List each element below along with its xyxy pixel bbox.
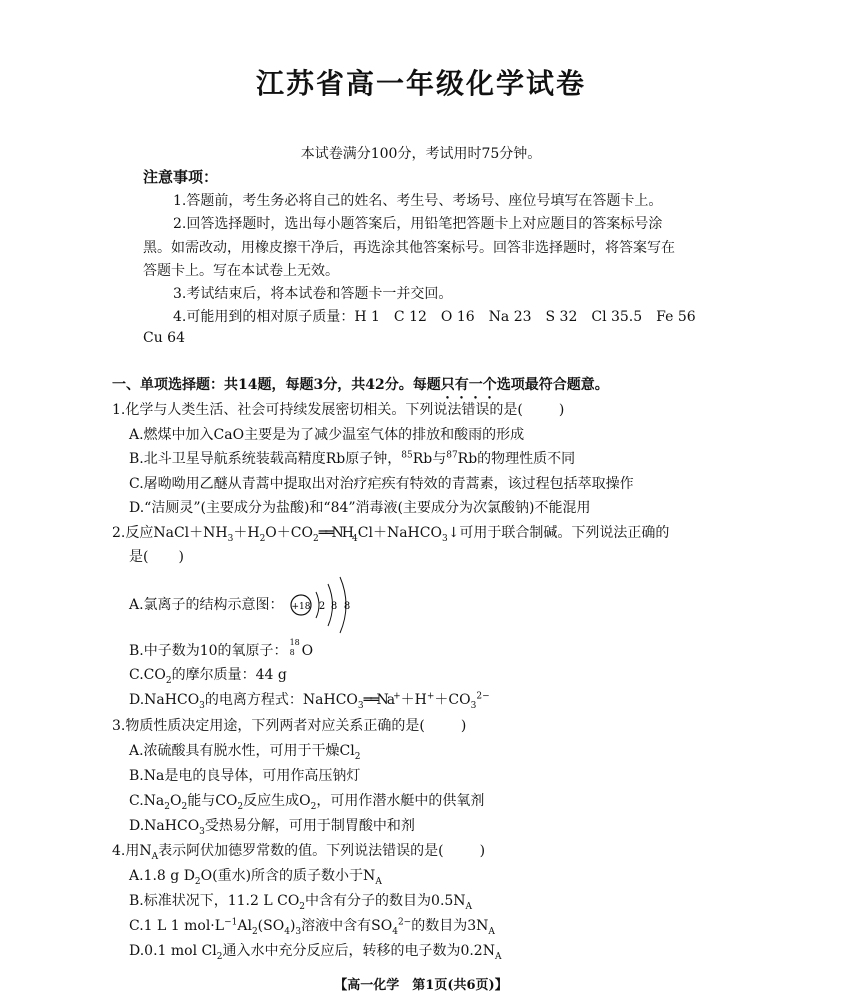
q2-c-sub: 2: [165, 675, 172, 686]
q3-d-sub: 3: [199, 826, 205, 837]
notes-item-4: 4.可能用到的相对原子质量：H 1 C 12 O 16 Na 23 S 32 Cl 35.5 Fe 56: [173, 309, 696, 325]
q2-stem2-close: ): [178, 549, 184, 565]
q4-a-sub-na: A: [375, 876, 382, 887]
q3-option-c: [129, 790, 484, 812]
page-title: 江苏省高一年级化学试卷: [255, 67, 586, 100]
section-heading-suffix: 选项最符合题意。: [496, 377, 609, 393]
isotope-mass: 18: [289, 638, 300, 647]
section-heading: [112, 374, 609, 402]
isotope-element: O: [301, 643, 314, 659]
chloride-ion-structure-diagram: [286, 574, 358, 636]
q2-sub-hco3: 3: [441, 533, 448, 544]
q3-option-b: B.Na是电的良导体，可用作高压钠灯: [129, 768, 361, 784]
q4-d-sub-na: A: [494, 951, 502, 962]
q3-c-sub3: 2: [237, 801, 244, 812]
q4-c-charge: 2−: [397, 917, 412, 928]
q1-option-b: [129, 448, 575, 468]
q2-option-c: [129, 664, 287, 686]
q4-stem-post: 表示阿伏加德罗常数的值。下列说法错误的是(: [158, 843, 444, 859]
q4-option-b: [129, 890, 472, 912]
q2-sub-nh4: 4: [352, 533, 358, 544]
q3-option-a: [129, 740, 360, 762]
section-heading-emphasis: 只有一个: [440, 377, 497, 393]
q2-d-na-charge: +: [393, 691, 401, 702]
q2-sub-h2o: 2: [259, 533, 266, 544]
q2-stem-a: 2.反应NaCl＋NH: [112, 525, 228, 541]
shell-2-electrons: 8: [330, 601, 338, 612]
q2-stem-f: ↓可用于联合制碱。下列说法正确的: [447, 525, 670, 541]
q4-c-end: 的数目为3N: [411, 918, 489, 934]
q4-d-sub: 2: [216, 951, 223, 962]
notes-item-3: 3.考试结束后，将本试卷和答题卡一并交回。: [173, 286, 453, 302]
q4-c-mid: Al: [237, 918, 252, 934]
q2-stem2-text: 是(: [129, 549, 149, 565]
q2-d-post: ══Na: [363, 692, 394, 708]
shell-3-electrons: 8: [343, 601, 351, 612]
section-heading-prefix: 一、单项选择题：共14题，每题3分，共42分。每题: [112, 377, 441, 393]
q2-c-post: 的摩尔质量：44 g: [171, 667, 287, 683]
exam-intro: 本试卷满分100分，考试用时75分钟。: [300, 146, 542, 162]
q4-a-mid: O(重水)所含的质子数小于N: [200, 868, 376, 884]
q4-c-sub3: 3: [295, 926, 302, 937]
q2-c-pre: C.CO: [129, 667, 166, 683]
notes-item-4-cont: Cu 64: [143, 330, 185, 346]
q2-sub-nh3: 3: [227, 533, 234, 544]
q4-b-sub-na: A: [465, 901, 473, 912]
q4-b-pre: B.标准状况下，11.2 L CO: [129, 893, 300, 909]
question-2-stem: [112, 522, 669, 544]
q1-b-post: Rb的物理性质不同: [457, 451, 576, 467]
q2-d-mid: 的电离方程式：NaHCO: [204, 692, 358, 708]
q4-option-d: [129, 940, 501, 962]
q4-a-sub: 2: [194, 876, 201, 887]
notes-item-2-cont: 黑。如需改动，用橡皮擦干净后，再选涂其他答案标号。回答非选择题时，将答案写在: [143, 240, 675, 256]
q2-stem-d: ══NH: [318, 525, 353, 541]
q4-c-sub4: 4: [392, 926, 398, 937]
q3-c-d: ，可用作潜水艇中的供氧剂: [316, 793, 485, 809]
q3-c-sub4: 2: [310, 801, 317, 812]
q4-stem-sub: A: [151, 851, 159, 862]
notes-item-2: 2.回答选择题时，选出每小题答案后，用铅笔把答题卡上对应题目的答案标号涂: [173, 216, 663, 232]
q4-c-sub1: 2: [251, 926, 258, 937]
question-1-stem: [112, 399, 564, 419]
question-2-stem-cont: [129, 546, 184, 566]
q1-option-a: A.燃煤中加入CaO主要是为了减少温室气体的排放和酸雨的形成: [129, 427, 525, 443]
notes-item-1: 1.答题前，考生务必将自己的姓名、考生号、考场号、座位号填写在答题卡上。: [173, 193, 663, 209]
q1-b-mass1: 85: [401, 450, 413, 461]
q2-option-d: [129, 689, 490, 711]
q3-c-sub2: 2: [181, 801, 188, 812]
q2-sub-co2: 2: [312, 533, 319, 544]
q1-b-pre: B.北斗卫星导航系统装载高精度Rb原子钟，: [129, 451, 402, 467]
q4-c-pre: C.1 L 1 mol·L: [129, 918, 225, 934]
q3-c-c: 反应生成O: [243, 793, 311, 809]
q3-c-a: O: [170, 793, 182, 809]
question-3-stem: [112, 715, 466, 735]
q2-d-co-sub: 3: [470, 700, 477, 711]
q4-d-pre: D.0.1 mol Cl: [129, 943, 217, 959]
q3-d-post: 受热易分解，可用于制胃酸中和剂: [204, 818, 415, 834]
q4-c-post: 溶液中含有SO: [301, 918, 393, 934]
q2-option-b: [129, 640, 313, 660]
q4-b-post: 中含有分子的数目为0.5N: [305, 893, 466, 909]
q3-stem-text: 3.物质性质决定用途，下列两者对应关系正确的是(: [112, 718, 425, 734]
q2-stem-e: Cl＋NaHCO: [357, 525, 442, 541]
q1-b-mass2: 87: [446, 450, 458, 461]
oxygen-isotope-notation: [288, 638, 302, 659]
q4-option-a: [129, 865, 382, 887]
q4-c-so: (SO: [257, 918, 285, 934]
q1-b-mid: Rb与: [412, 451, 447, 467]
q3-a-sub: 2: [354, 751, 361, 762]
q2-d-co-charge: 2−: [476, 691, 490, 702]
q3-a-text: A.浓硫酸具有脱水性，可用于干燥Cl: [129, 743, 355, 759]
page-footer: 【高一化学 第1页(共6页)】: [334, 978, 508, 993]
q2-d-h-charge: +: [426, 691, 435, 702]
q3-c-b: 能与CO: [187, 793, 238, 809]
q1-stem-close: ): [558, 402, 565, 418]
q2-d-sub1: 3: [199, 700, 205, 711]
q2-option-a: A.氯离子的结构示意图：: [129, 597, 284, 613]
q2-stem-b: ＋H: [233, 525, 260, 541]
q3-option-d: [129, 815, 415, 837]
q2-d-co: ＋CO: [434, 692, 471, 708]
q1-option-d: D.“洁厕灵”(主要成分为盐酸)和“84”消毒液(主要成分为次氯酸钠)不能混用: [129, 500, 591, 516]
q2-d-h: ＋H: [400, 692, 427, 708]
q1-stem-text: 1.化学与人类生活、社会可持续发展密切相关。下列说法错误的是(: [112, 402, 523, 418]
q2-b-text: B.中子数为10的氧原子：: [129, 643, 288, 659]
q2-d-pre: D.NaHCO: [129, 692, 200, 708]
q4-stem-close: ): [479, 843, 486, 859]
q4-c-sub2: 4: [284, 926, 290, 937]
q2-d-sub2: 3: [357, 700, 364, 711]
q2-stem-c: O＋CO: [265, 525, 313, 541]
q3-c-sub1: 2: [164, 801, 170, 812]
q4-option-c: [129, 915, 495, 937]
q4-c-b: ): [289, 918, 296, 934]
q3-stem-close: ): [460, 718, 467, 734]
q3-c-pre: C.Na: [129, 793, 165, 809]
notes-heading: 注意事项：: [143, 168, 219, 186]
q1-option-c: C.屠呦呦用乙醚从青蒿中提取出对治疗疟疾有特效的青蒿素，该过程包括萃取操作: [129, 476, 634, 492]
notes-item-2-end: 答题卡上。写在本试卷上无效。: [143, 263, 339, 279]
question-4-stem: [112, 840, 485, 862]
q4-b-sub: 2: [299, 901, 306, 912]
nucleus-charge: +18: [291, 602, 311, 612]
q4-c-exp: −1: [224, 917, 238, 928]
isotope-number: 8: [289, 648, 295, 657]
q4-a-pre: A.1.8 g D: [129, 868, 195, 884]
q4-stem-pre: 4.用N: [112, 843, 152, 859]
q3-d-pre: D.NaHCO: [129, 818, 200, 834]
q4-c-sub-na: A: [488, 926, 495, 937]
shell-1-electrons: 2: [318, 601, 326, 612]
q4-d-post: 通入水中充分反应后，转移的电子数为0.2N: [222, 943, 495, 959]
